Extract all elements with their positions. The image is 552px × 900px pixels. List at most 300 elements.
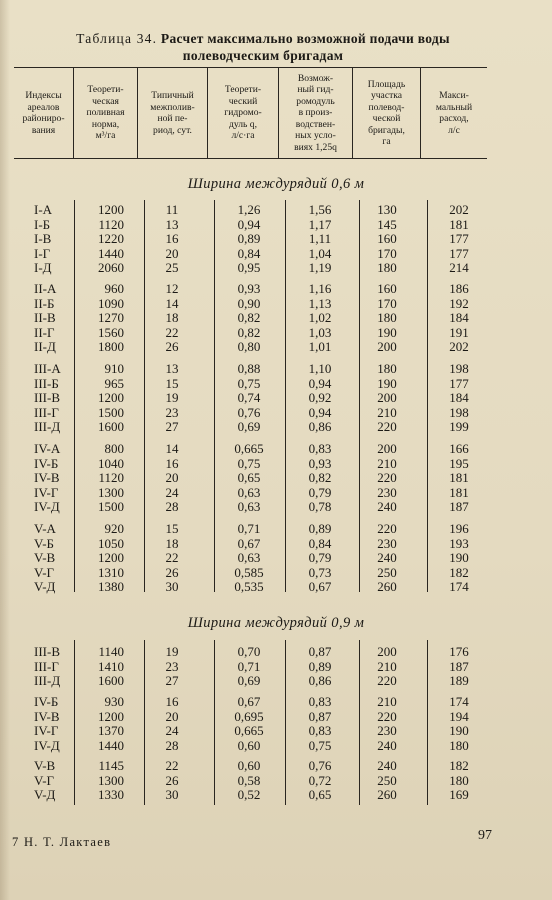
row-period: 18 [165,535,179,551]
row-period: 20 [165,470,179,485]
row-area: 170 [377,295,397,311]
row-period: 25 [165,260,179,275]
row-norm: 2060 [98,260,124,275]
row-area: 230 [377,484,397,500]
table-title-line2: полеводческим бригадам [182,48,344,63]
section-title-09: Ширина междурядий 0,9 м [187,615,365,631]
row-possible-hydromodule: 0,82 [308,470,332,485]
row-norm: 1560 [98,324,124,340]
table-row [0,580,552,595]
group-III-09 [0,645,552,689]
row-hydromodule: 0,60 [237,737,261,753]
row-period: 22 [165,550,179,565]
row-index: III-Б [34,375,59,391]
row-hydromodule: 0,76 [237,404,261,420]
row-hydromodule: 0,695 [234,708,264,724]
row-norm: 1200 [98,550,124,565]
table-row [0,674,552,689]
row-index: I-Г [34,245,51,261]
row-index: IV-Б [34,694,59,709]
row-area: 210 [377,404,397,420]
row-index: III-Д [34,673,61,688]
row-max-flow: 177 [449,375,469,391]
row-hydromodule: 0,585 [234,564,264,580]
row-norm: 1500 [98,404,124,420]
row-hydromodule: 0,665 [234,441,264,456]
row-possible-hydromodule: 1,16 [308,281,332,296]
row-hydromodule: 0,90 [237,295,261,311]
row-possible-hydromodule: 0,67 [308,579,332,594]
row-possible-hydromodule: 0,83 [308,441,332,456]
row-possible-hydromodule: 1,19 [308,260,332,275]
row-possible-hydromodule: 0,94 [308,375,332,391]
row-norm: 1440 [98,737,124,753]
row-possible-hydromodule: 0,86 [308,673,332,688]
row-index: IV-Д [34,737,60,753]
row-hydromodule: 0,67 [237,694,261,709]
row-index: V-В [34,758,56,773]
row-hydromodule: 0,665 [234,723,264,738]
row-area: 260 [377,787,397,802]
row-max-flow: 184 [449,390,469,405]
table-row [0,522,552,537]
row-index: III-В [34,644,60,659]
row-area: 160 [377,281,397,296]
table-row [0,297,552,312]
row-period: 16 [165,694,179,709]
row-max-flow: 189 [449,673,469,688]
row-possible-hydromodule: 1,56 [308,202,332,217]
row-norm: 1380 [98,579,124,594]
row-period: 14 [165,441,179,456]
row-period: 19 [165,644,179,659]
row-possible-hydromodule: 0,84 [308,535,332,551]
table-row [0,774,552,789]
table-row [0,282,552,297]
row-max-flow: 198 [449,361,469,376]
row-hydromodule: 0,70 [237,644,261,659]
row-area: 220 [377,708,397,724]
row-hydromodule: 0,71 [237,658,261,674]
row-index: V-Д [34,579,56,594]
row-norm: 1120 [98,470,124,485]
row-area: 240 [377,758,397,773]
row-period: 14 [165,295,179,311]
row-period: 19 [165,390,179,405]
row-max-flow: 182 [449,564,469,580]
table-row [0,377,552,392]
row-norm: 1300 [98,772,124,788]
row-max-flow: 198 [449,404,469,420]
row-norm: 1120 [98,216,124,232]
row-max-flow: 187 [449,658,469,674]
section-title-06: Ширина междурядий 0,6 м [187,176,365,192]
row-hydromodule: 0,63 [237,499,261,514]
row-index: IV-А [34,441,61,456]
row-period: 11 [165,202,179,217]
table-row [0,406,552,421]
row-area: 230 [377,535,397,551]
row-area: 145 [377,216,397,232]
row-period: 16 [165,231,179,246]
row-period: 15 [165,375,179,391]
row-max-flow: 177 [449,245,469,261]
row-norm: 1600 [98,419,124,434]
row-possible-hydromodule: 1,02 [308,310,332,325]
row-area: 260 [377,579,397,594]
row-area: 200 [377,441,397,456]
row-index: I-В [34,231,52,246]
row-max-flow: 174 [449,694,469,709]
row-index: IV-Г [34,484,59,500]
table-number: Таблица 34. [76,31,158,46]
page-number: 97 [478,828,492,843]
row-max-flow: 195 [449,455,469,471]
row-area: 240 [377,550,397,565]
row-possible-hydromodule: 0,76 [308,758,332,773]
row-hydromodule: 0,67 [237,535,261,551]
row-area: 200 [377,390,397,405]
row-max-flow: 190 [449,550,469,565]
row-index: II-Б [34,295,55,311]
row-area: 170 [377,245,397,261]
row-period: 22 [165,324,179,340]
row-norm: 1220 [98,231,124,246]
row-max-flow: 191 [449,324,469,340]
row-hydromodule: 0,82 [237,324,261,340]
row-possible-hydromodule: 0,87 [308,644,332,659]
row-index: V-Б [34,535,54,551]
row-norm: 1140 [98,644,124,659]
row-index: V-Д [34,787,56,802]
row-norm: 920 [104,521,124,536]
table-header [14,67,487,159]
row-period: 23 [165,658,179,674]
row-period: 26 [165,772,179,788]
row-area: 240 [377,737,397,753]
table-row [0,500,552,515]
row-max-flow: 192 [449,295,469,311]
row-norm: 1410 [98,658,124,674]
row-index: III-Д [34,419,61,434]
row-max-flow: 194 [449,708,469,724]
row-hydromodule: 0,65 [237,470,261,485]
row-max-flow: 199 [449,419,469,434]
row-norm: 1050 [98,535,124,551]
row-max-flow: 181 [449,470,469,485]
row-index: III-А [34,361,61,376]
group-IV-09 [0,695,552,753]
row-area: 130 [377,202,397,217]
row-max-flow: 176 [449,644,469,659]
row-area: 220 [377,521,397,536]
table-row [0,362,552,377]
row-index: II-Г [34,324,55,340]
row-hydromodule: 0,75 [237,375,261,391]
row-norm: 910 [104,361,124,376]
table-row [0,218,552,233]
row-area: 210 [377,455,397,471]
row-index: I-А [34,202,53,217]
group-IV [0,442,552,515]
row-hydromodule: 0,63 [237,550,261,565]
row-hydromodule: 0,93 [237,281,261,296]
table-row [0,311,552,326]
row-norm: 1145 [98,758,124,773]
table-row [0,486,552,501]
row-period: 20 [165,245,179,261]
row-max-flow: 193 [449,535,469,551]
row-period: 22 [165,758,179,773]
row-possible-hydromodule: 0,86 [308,419,332,434]
row-hydromodule: 0,71 [237,521,261,536]
row-max-flow: 181 [449,484,469,500]
header-area: Площадь участка полевод- ческой бригады, га [353,68,421,158]
row-possible-hydromodule: 0,92 [308,390,332,405]
row-max-flow: 166 [449,441,469,456]
row-max-flow: 214 [449,260,469,275]
row-period: 12 [165,281,179,296]
row-period: 13 [165,216,179,232]
row-norm: 1090 [98,295,124,311]
row-period: 30 [165,787,179,802]
row-norm: 1800 [98,339,124,354]
table-row [0,551,552,566]
row-period: 30 [165,579,179,594]
row-max-flow: 187 [449,499,469,514]
row-norm: 1200 [98,202,124,217]
row-norm: 1200 [98,390,124,405]
row-period: 27 [165,673,179,688]
group-V [0,522,552,595]
row-index: IV-Д [34,499,60,514]
row-hydromodule: 0,88 [237,361,261,376]
row-norm: 1200 [98,708,124,724]
row-index: V-А [34,521,56,536]
row-area: 200 [377,644,397,659]
row-hydromodule: 0,52 [237,787,261,802]
row-period: 26 [165,564,179,580]
row-hydromodule: 1,26 [237,202,261,217]
row-possible-hydromodule: 0,72 [308,772,332,788]
header-hydromodule: Теорети- ческий гидромо- дуль q, л/с·га [208,68,279,158]
row-area: 220 [377,470,397,485]
row-index: II-В [34,310,56,325]
row-area: 160 [377,231,397,246]
row-index: IV-Б [34,455,59,471]
row-max-flow: 181 [449,216,469,232]
row-hydromodule: 0,94 [237,216,261,232]
row-norm: 800 [104,441,124,456]
row-max-flow: 180 [449,737,469,753]
header-norm: Теорети- ческая поливная норма, м³/га [74,68,138,158]
table-row [0,326,552,341]
row-possible-hydromodule: 1,10 [308,361,332,376]
row-norm: 1300 [98,484,124,500]
row-max-flow: 186 [449,281,469,296]
row-area: 180 [377,310,397,325]
row-norm: 1330 [98,787,124,802]
row-possible-hydromodule: 0,87 [308,708,332,724]
row-hydromodule: 0,69 [237,673,261,688]
row-possible-hydromodule: 0,73 [308,564,332,580]
row-period: 28 [165,737,179,753]
table-caption [28,30,498,64]
group-I [0,203,552,276]
row-possible-hydromodule: 1,11 [308,231,332,246]
row-area: 190 [377,324,397,340]
row-area: 240 [377,499,397,514]
row-max-flow: 180 [449,772,469,788]
row-period: 27 [165,419,179,434]
row-possible-hydromodule: 0,79 [308,550,332,565]
row-possible-hydromodule: 0,75 [308,737,332,753]
row-max-flow: 174 [449,579,469,594]
row-max-flow: 196 [449,521,469,536]
row-hydromodule: 0,89 [237,231,261,246]
row-index: I-Б [34,216,51,232]
row-index: IV-В [34,470,60,485]
row-norm: 930 [104,694,124,709]
table-row [0,420,552,435]
row-max-flow: 202 [449,339,469,354]
row-index: II-А [34,281,57,296]
table-row [0,537,552,552]
row-area: 230 [377,723,397,738]
row-norm: 1040 [98,455,124,471]
row-area: 220 [377,419,397,434]
table-row [0,340,552,355]
row-hydromodule: 0,82 [237,310,261,325]
table-row [0,457,552,472]
table-row [0,566,552,581]
row-possible-hydromodule: 0,94 [308,404,332,420]
header-possible-hydromodule: Возмож- ный гид- ромодуль в произ- водствен- ных усло- виях 1,25q [279,68,353,158]
row-index: III-Г [34,404,59,420]
row-index: IV-Г [34,723,59,738]
row-possible-hydromodule: 0,78 [308,499,332,514]
row-possible-hydromodule: 0,89 [308,658,332,674]
row-max-flow: 177 [449,231,469,246]
row-period: 23 [165,404,179,420]
row-period: 28 [165,499,179,514]
row-period: 26 [165,339,179,354]
row-area: 190 [377,375,397,391]
row-possible-hydromodule: 0,65 [308,787,332,802]
row-period: 24 [165,723,179,738]
row-possible-hydromodule: 1,01 [308,339,332,354]
row-area: 180 [377,260,397,275]
row-possible-hydromodule: 0,79 [308,484,332,500]
table-row [0,232,552,247]
row-max-flow: 190 [449,723,469,738]
table-row [0,645,552,660]
row-norm: 1370 [98,723,124,738]
row-norm: 960 [104,281,124,296]
row-period: 15 [165,521,179,536]
row-index: V-Г [34,564,55,580]
row-norm: 965 [104,375,124,391]
table-row [0,203,552,218]
row-area: 210 [377,694,397,709]
row-area: 180 [377,361,397,376]
row-norm: 1270 [98,310,124,325]
row-norm: 1440 [98,245,124,261]
row-index: V-В [34,550,56,565]
row-hydromodule: 0,80 [237,339,261,354]
group-II [0,282,552,355]
row-norm: 1600 [98,673,124,688]
row-possible-hydromodule: 0,83 [308,694,332,709]
row-max-flow: 169 [449,787,469,802]
row-possible-hydromodule: 1,04 [308,245,332,261]
table-row [0,247,552,262]
row-possible-hydromodule: 0,83 [308,723,332,738]
table-row [0,391,552,406]
row-norm: 1500 [98,499,124,514]
header-index: Индексы ареалов райониро- вания [14,68,74,158]
table-row [0,442,552,457]
table-title-line1: Расчет максимально возможной подачи воды [160,31,450,46]
row-index: V-Г [34,772,55,788]
row-max-flow: 202 [449,202,469,217]
table-row [0,724,552,739]
row-period: 20 [165,708,179,724]
row-index: III-Г [34,658,59,674]
row-hydromodule: 0,75 [237,455,261,471]
table-row [0,759,552,774]
table-row [0,471,552,486]
row-hydromodule: 0,84 [237,245,261,261]
header-period: Типичный межполив- ной пе- риод, сут. [138,68,208,158]
table-row [0,660,552,675]
table-row [0,695,552,710]
row-hydromodule: 0,58 [237,772,261,788]
row-hydromodule: 0,74 [237,390,261,405]
row-hydromodule: 0,63 [237,484,261,500]
row-max-flow: 182 [449,758,469,773]
row-area: 250 [377,564,397,580]
row-hydromodule: 0,60 [237,758,261,773]
row-index: I-Д [34,260,52,275]
row-norm: 1310 [98,564,124,580]
row-period: 16 [165,455,179,471]
row-period: 24 [165,484,179,500]
row-index: II-Д [34,339,56,354]
row-possible-hydromodule: 1,03 [308,324,332,340]
row-area: 200 [377,339,397,354]
row-index: III-В [34,390,60,405]
table-row [0,788,552,803]
row-period: 18 [165,310,179,325]
row-index: IV-В [34,708,60,724]
table-row [0,739,552,754]
group-V-09 [0,759,552,803]
row-area: 210 [377,658,397,674]
row-hydromodule: 0,95 [237,260,261,275]
row-hydromodule: 0,69 [237,419,261,434]
footer-signature: 7 Н. Т. Лактаев [12,835,112,849]
table-row [0,261,552,276]
row-area: 250 [377,772,397,788]
table-row [0,710,552,725]
row-hydromodule: 0,535 [234,579,264,594]
row-possible-hydromodule: 1,17 [308,216,332,232]
group-III [0,362,552,435]
row-period: 13 [165,361,179,376]
row-possible-hydromodule: 0,93 [308,455,332,471]
row-possible-hydromodule: 0,89 [308,521,332,536]
